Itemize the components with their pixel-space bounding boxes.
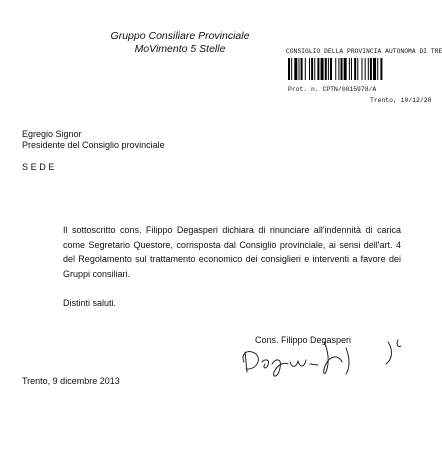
movement-heading: MoVimento 5 Stelle <box>134 43 226 55</box>
signer-name: Cons. Filippo Degasperi <box>255 335 352 345</box>
recipient-title: Presidente del Consiglio provinciale <box>22 140 165 150</box>
recipient-sede: SEDE <box>22 162 57 172</box>
stamp-protocol: Prot. n. CPTN/0015978/A <box>288 86 377 93</box>
group-heading: Gruppo Consiliare Provinciale <box>110 30 250 42</box>
closing-line: Distinti saluti. <box>63 298 117 308</box>
handwritten-signature <box>238 334 410 380</box>
stamp-date: Trento, 10/12/20 <box>370 97 432 104</box>
stamp-title: CONSIGLIO DELLA PROVINCIA AUTONOMA DI TRE <box>286 48 442 55</box>
recipient-salutation: Egregio Signor <box>22 129 82 139</box>
place-date: Trento, 9 dicembre 2013 <box>22 376 120 386</box>
barcode-image <box>288 58 421 80</box>
body-paragraph: Il sottoscritto cons. Filippo Degasperi dichiara di rinunciare all'indennità di carica come Segretario Questore, corrisposta dal Consiglio provinciale, ai sensi dell'art. 4 del Regolamento sul trattamento economico dei consiglieri e interventi a favore dei Gruppi consiliari. <box>63 225 401 279</box>
